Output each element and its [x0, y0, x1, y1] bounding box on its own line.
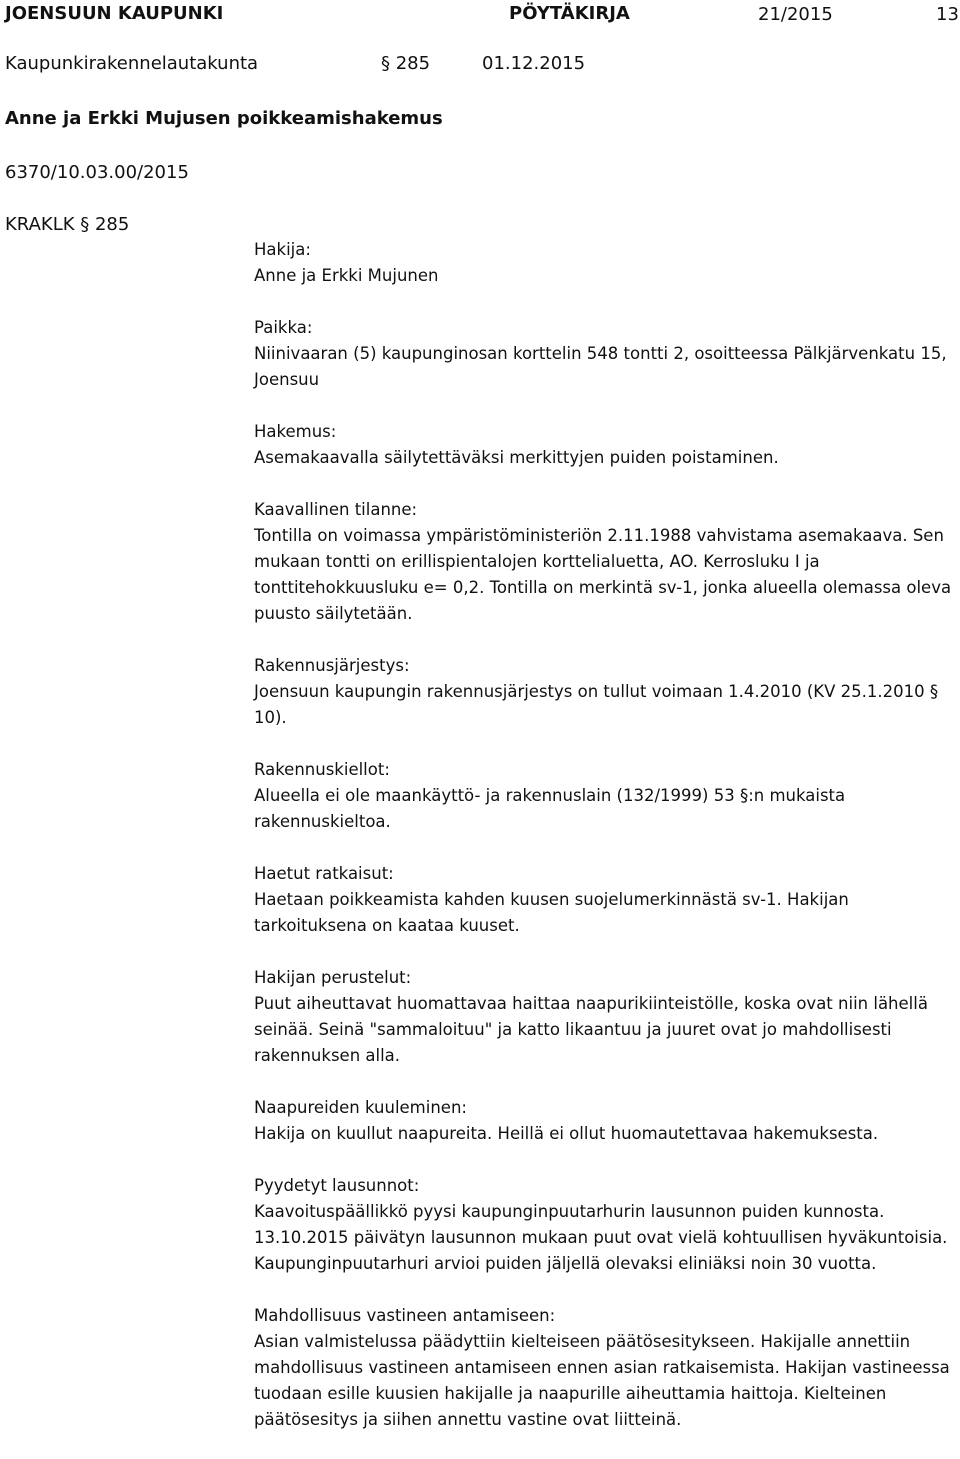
- section-text: Haetaan poikkeamista kahden kuusen suojelumerkinnästä sv-1. Hakijan tarkoituksena on kaataa kuuset.: [254, 890, 849, 935]
- section-text: Anne ja Erkki Mujunen: [254, 266, 439, 285]
- section-applicant-reasons: [254, 965, 954, 1069]
- section-location: [254, 315, 954, 393]
- section-text: Kaavoituspäällikkö pyysi kaupunginpuutarhurin lausunnon puiden kunnosta. 13.10.2015 päivätyn lausunnon mukaan puut ovat vielä kohtuullisen hyväkuntoisia. Kaupunginpuutarhuri arvioi puiden jäljellä olevaksi eliniäksi noin 30 vuotta.: [254, 1202, 948, 1273]
- section-label: Naapureiden kuuleminen:: [254, 1098, 467, 1117]
- section-label: Hakemus:: [254, 422, 337, 441]
- section-building-bans: [254, 757, 954, 835]
- section-text: Alueella ei ole maankäyttö- ja rakennuslain (132/1999) 53 §:n mukaista rakennuskieltoa.: [254, 786, 846, 831]
- meeting-date: 01.12.2015: [482, 53, 586, 74]
- committee-section-reference: KRAKLK § 285: [5, 214, 130, 235]
- document-title: Anne ja Erkki Mujusen poikkeamishakemus: [5, 108, 443, 129]
- section-text: Puut aiheuttavat huomattavaa haittaa naapurikiinteistölle, koska ovat niin lähellä seinää. Seinä "sammaloituu" ja katto likaantuu ja juuret ovat jo mahdollisesti rakennuksen alla.: [254, 994, 928, 1065]
- committee-name: Kaupunkirakennelautakunta: [5, 53, 259, 74]
- section-label: Pyydetyt lausunnot:: [254, 1176, 420, 1195]
- section-label: Rakennuskiellot:: [254, 760, 390, 779]
- section-label: Hakija:: [254, 240, 311, 259]
- section-text: Asian valmistelussa päädyttiin kielteiseen päätösesitykseen. Hakijalle annettiin mahdollisuus vastineen antamiseen ennen asian ratkaisemista. Hakijan vastineessa tuodaan esille kuusien hakijalle ja naapurille aiheuttamia haittoja. Kielteinen päätösesitys ja siihen annettu vastine ovat liitteinä.: [254, 1332, 950, 1429]
- reference-number: 6370/10.03.00/2015: [5, 162, 189, 183]
- section-applicant: [254, 237, 954, 289]
- page-number: 13: [936, 4, 959, 25]
- section-text: Joensuun kaupungin rakennusjärjestys on tullut voimaan 1.4.2010 (KV 25.1.2010 § 10).: [254, 682, 939, 727]
- section-label: Kaavallinen tilanne:: [254, 500, 418, 519]
- document-body: [254, 237, 954, 1459]
- section-label: Hakijan perustelut:: [254, 968, 412, 987]
- section-label: Rakennusjärjestys:: [254, 656, 410, 675]
- section-number: § 285: [381, 53, 431, 74]
- section-response-opportunity: [254, 1303, 954, 1433]
- section-label: Haetut ratkaisut:: [254, 864, 394, 883]
- section-text: Niinivaaran (5) kaupunginosan korttelin 548 tontti 2, osoitteessa Pälkjärvenkatu 15, Joensuu: [254, 344, 947, 389]
- section-application: [254, 419, 954, 471]
- section-text: Hakija on kuullut naapureita. Heillä ei ollut huomautettavaa hakemuksesta.: [254, 1124, 879, 1143]
- document-number: 21/2015: [758, 4, 833, 25]
- city-name: JOENSUUN KAUPUNKI: [5, 3, 224, 24]
- section-neighbor-hearing: [254, 1095, 954, 1147]
- section-label: Mahdollisuus vastineen antamiseen:: [254, 1306, 556, 1325]
- section-text: Asemakaavalla säilytettäväksi merkittyjen puiden poistaminen.: [254, 448, 779, 467]
- document-type: PÖYTÄKIRJA: [509, 3, 630, 24]
- section-text: Tontilla on voimassa ympäristöministeriön 2.11.1988 vahvistama asemakaava. Sen mukaan tontti on erillispientalojen korttelialuetta, AO. Kerrosluku I ja tonttitehokkuusluku e= 0,2. Tontilla on merkintä sv-1, jonka alueella olemassa oleva puusto säilytetään.: [254, 526, 952, 623]
- section-label: Paikka:: [254, 318, 313, 337]
- section-requested-decisions: [254, 861, 954, 939]
- section-building-ordinance: [254, 653, 954, 731]
- section-zoning-status: [254, 497, 954, 627]
- section-requested-statements: [254, 1173, 954, 1277]
